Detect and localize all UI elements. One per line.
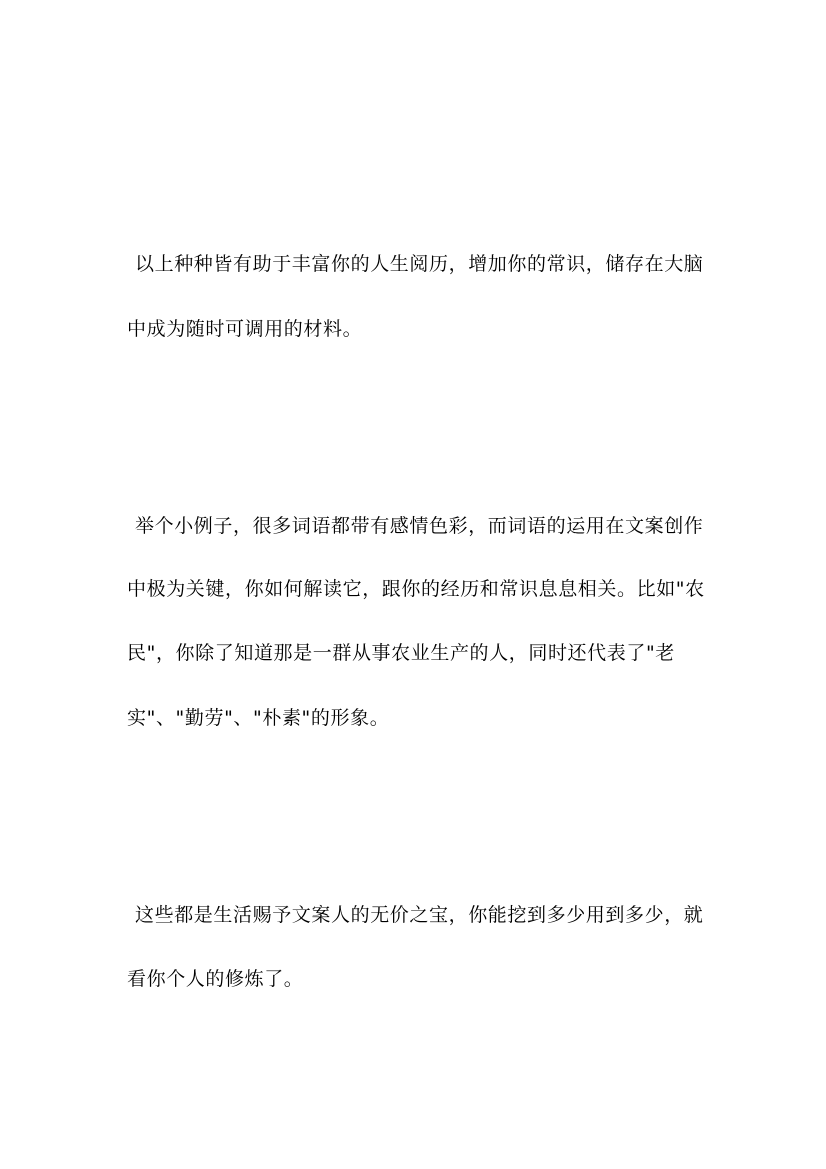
paragraph-line: 以上种种皆有助于丰富你的人生阅历，增加你的常识，储存在大脑 [135, 253, 704, 275]
paragraph-line: 这些都是生活赐予文案人的无价之宝，你能挖到多少用到多少，就 [135, 904, 704, 926]
paragraph-line: 中极为关键，你如何解读它，跟你的经历和常识息息相关。比如"农 [127, 578, 705, 600]
paragraph-line: 中成为随时可调用的材料。 [127, 318, 363, 340]
paragraph-line: 民"，你除了知道那是一群从事农业生产的人，同时还代表了"老 [127, 642, 675, 664]
paragraph-line: 实"、"勤劳"、"朴素"的形象。 [127, 707, 390, 729]
paragraph-line: 看你个人的修炼了。 [127, 968, 304, 990]
paragraph-line: 举个小例子，很多词语都带有感情色彩，而词语的运用在文案创作 [135, 515, 704, 537]
